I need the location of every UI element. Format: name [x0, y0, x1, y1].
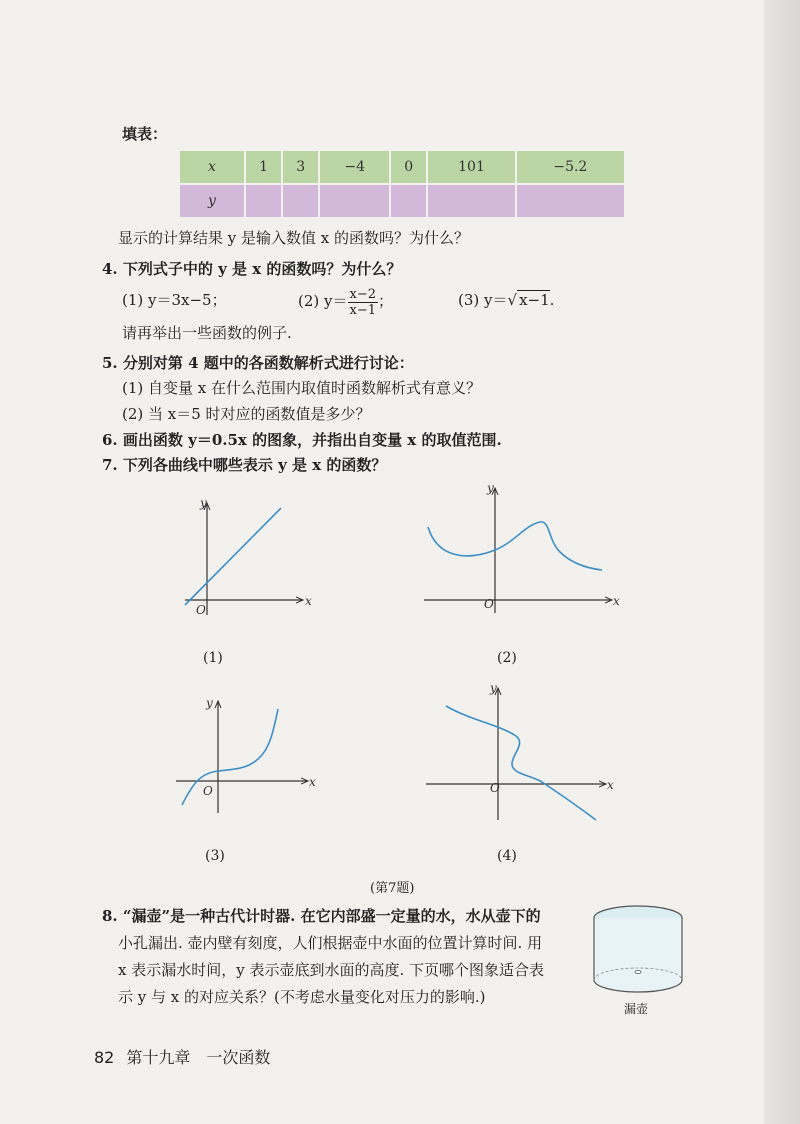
fill-table-label: 填表： — [122, 125, 168, 143]
q5-part1: (1) 自变量 x 在什么范围内取值时函数解析式有意义？ — [122, 379, 482, 397]
q4-part2-fraction — [348, 287, 379, 318]
graph-1-caption: (1) — [203, 650, 223, 666]
q7-stem: 7. 下列各曲线中哪些表示 y 是 x 的函数？ — [102, 456, 387, 474]
graph-4 — [420, 680, 620, 825]
fill-table — [178, 149, 626, 219]
graph-1 — [175, 493, 325, 618]
q8-line2: 小孔漏出. 壶内壁有刻度，人们根据壶中水面的位置计算时间. 用 — [118, 934, 543, 952]
q5-part2: (2) 当 x＝5 时对应的函数值是多少？ — [122, 405, 371, 423]
table-cell: 1 — [245, 150, 282, 184]
q8-line4: 示 y 与 x 的对应关系？(不考虑水量变化对压力的影响.) — [118, 988, 486, 1006]
graph-3 — [170, 693, 325, 823]
graph-4-curve — [446, 706, 596, 820]
x-axis-label: x — [309, 775, 316, 789]
table-header-x: x — [179, 150, 245, 184]
table-row-x — [179, 150, 625, 184]
table-cell-empty — [427, 184, 515, 218]
q4-part2-suffix: ； — [378, 292, 394, 310]
table-cell-empty — [390, 184, 427, 218]
graph-3-curve — [182, 709, 278, 805]
table-row-y — [179, 184, 625, 218]
page-number: 82 — [94, 1048, 115, 1067]
fraction-numerator: x−2 — [349, 286, 376, 302]
graph-2-caption: (2) — [497, 650, 517, 666]
table-cell-empty — [245, 184, 282, 218]
q4-part3 — [458, 290, 554, 310]
table-cell-empty — [319, 184, 390, 218]
chapter-title: 一次函数 — [206, 1048, 271, 1067]
q4-part3-suffix: . — [549, 291, 555, 309]
fraction-denominator: x−1 — [349, 302, 376, 318]
origin-label: O — [490, 781, 500, 795]
q4-part2 — [298, 284, 393, 318]
graph-2 — [420, 480, 625, 615]
table-cell: 101 — [427, 150, 515, 184]
q4-part2-prefix: (2) y＝ — [298, 292, 348, 310]
table-cell: 0 — [390, 150, 427, 184]
graph-3-caption: (3) — [205, 848, 225, 864]
table-cell-empty — [282, 184, 319, 218]
y-axis-label: y — [206, 696, 213, 710]
y-axis-label: y — [200, 496, 207, 510]
figure-caption: (第7题) — [370, 881, 415, 896]
table-cell-empty — [516, 184, 625, 218]
table-cell: −5.2 — [516, 150, 625, 184]
q4-part1: (1) y＝3x−5； — [122, 291, 227, 309]
q8-line1: 8. “漏壶”是一种古代计时器. 在它内部盛一定量的水，水从壶下的 — [102, 907, 541, 925]
q6-text: 6. 画出函数 y＝0.5x 的图象，并指出自变量 x 的取值范围. — [102, 431, 502, 449]
graph-4-caption: (4) — [497, 848, 517, 864]
y-axis-label: y — [490, 681, 497, 695]
chapter-label: 第十九章 — [126, 1048, 191, 1067]
graph-1-line — [185, 508, 281, 605]
water-clock-illustration — [588, 900, 688, 1005]
water-clock-caption: 漏壶 — [624, 1002, 649, 1016]
x-axis-label: x — [607, 778, 614, 792]
q4-part3-prefix: (3) y＝√ — [458, 291, 518, 309]
q3-tail-text: 显示的计算结果 y 是输入数值 x 的函数吗？为什么？ — [118, 229, 470, 247]
origin-label: O — [196, 603, 206, 617]
table-cell: −4 — [319, 150, 390, 184]
q5-stem: 5. 分别对第 4 题中的各函数解析式进行讨论： — [102, 354, 414, 372]
y-axis-label: y — [487, 481, 494, 495]
origin-label: O — [203, 784, 213, 798]
q4-part3-radicand: x−1 — [519, 291, 550, 309]
page-footer — [94, 1045, 270, 1068]
page-edge — [764, 0, 800, 1124]
q4-follow: 请再举出一些函数的例子. — [122, 324, 292, 342]
q4-stem: 4. 下列式子中的 y 是 x 的函数吗？为什么？ — [102, 260, 402, 278]
x-axis-label: x — [305, 594, 312, 608]
table-header-y: y — [179, 184, 245, 218]
origin-label: O — [484, 597, 494, 611]
q8-line3: x 表示漏水时间，y 表示壶底到水面的高度. 下页哪个图象适合表 — [118, 961, 545, 979]
table-cell: 3 — [282, 150, 319, 184]
x-axis-label: x — [613, 594, 620, 608]
graph-2-curve — [428, 522, 602, 570]
